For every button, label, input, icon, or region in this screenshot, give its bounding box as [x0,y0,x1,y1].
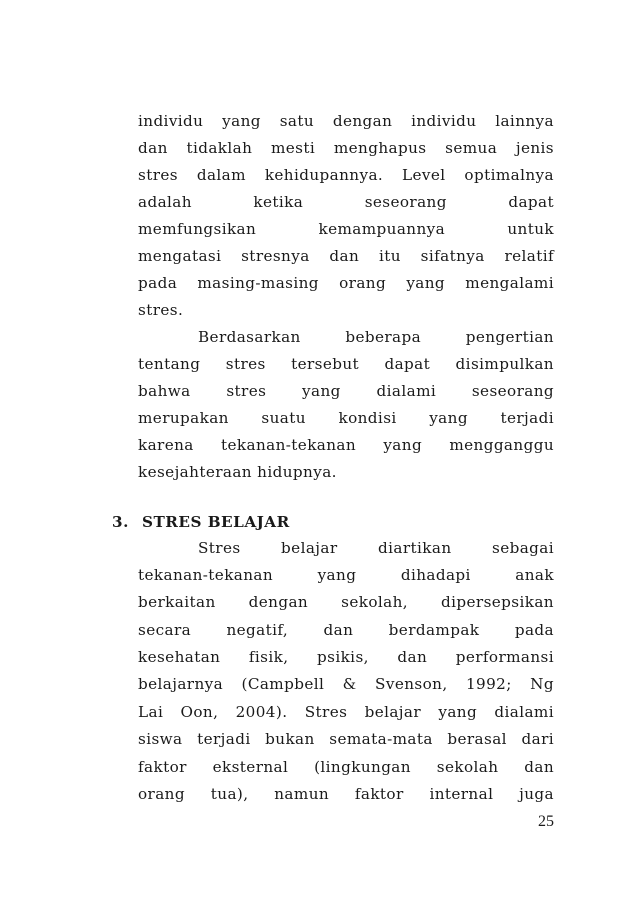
text-line: kesehatan fisik, psikis, dan performansi [138,648,554,666]
text-line: Berdasarkan beberapa pengertian [198,328,554,346]
text-line: pada masing-masing orang yang mengalami [138,274,554,292]
text-line: adalah ketika seseorang dapat [138,193,554,211]
text-line: secara negatif, dan berdampak pada [138,621,554,639]
text-line: mengatasi stresnya dan itu sifatnya relatif [138,247,554,265]
section-title: STRES BELAJAR [142,513,290,531]
text-line: belajarnya (Campbell & Svenson, 1992; Ng [138,675,554,693]
section-number: 3. [112,513,129,531]
text-line: Stres belajar diartikan sebagai [198,539,554,557]
text-line: stres. [138,301,184,319]
text-line: dan tidaklah mesti menghapus semua jenis [138,139,554,157]
text-line: karena tekanan-tekanan yang mengganggu [138,436,554,454]
text-line: Lai Oon, 2004). Stres belajar yang dialami [138,703,554,721]
text-line: faktor eksternal (lingkungan sekolah dan [138,758,554,776]
text-line: tekanan-tekanan yang dihadapi anak [138,566,554,584]
text-line: merupakan suatu kondisi yang terjadi [138,409,554,427]
text-line: kesejahteraan hidupnya. [138,463,337,481]
text-line: berkaitan dengan sekolah, dipersepsikan [138,593,554,611]
text-line: bahwa stres yang dialami seseorang [138,382,554,400]
text-line: orang tua), namun faktor internal juga [138,785,554,803]
text-line: siswa terjadi bukan semata-mata berasal dari [138,730,554,748]
text-line: stres dalam kehidupannya. Level optimalnya [138,166,554,184]
text-line: tentang stres tersebut dapat disimpulkan [138,355,554,373]
page-number: 25 [538,813,554,830]
text-line: individu yang satu dengan individu lainnya [138,112,554,130]
section-heading [112,512,290,532]
text-line: memfungsikan kemampuannya untuk [138,220,554,238]
